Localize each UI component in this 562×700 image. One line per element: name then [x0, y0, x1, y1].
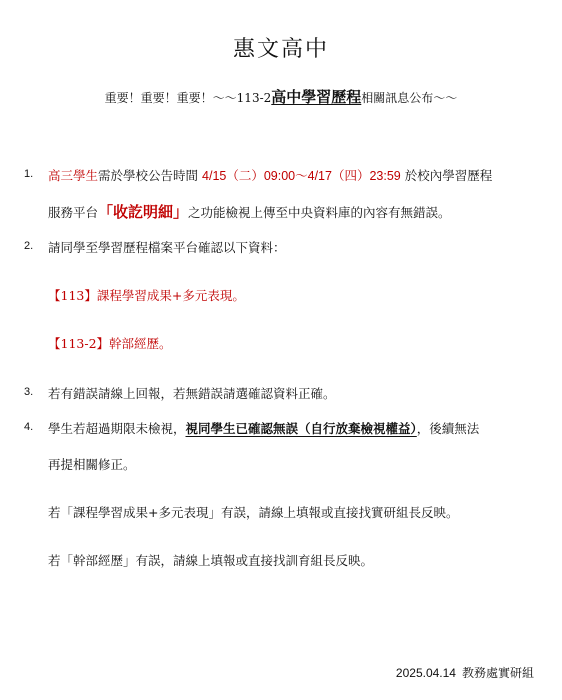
item-1-line-1 — [48, 166, 492, 184]
item-1-text-b: 於校內學習歷程 — [404, 168, 493, 183]
page-title: 惠文高中 — [232, 37, 329, 62]
note-cadre-experience: 若「幹部經歷」有誤，請線上填報或直接找訓育組長反映。 — [48, 553, 374, 568]
subtitle-prefix: 重要！重要！重要！～～113-2 — [104, 91, 272, 105]
footer-date: 2025.04.14 — [395, 666, 456, 680]
item-4-text-b: ，後續無法 — [416, 421, 480, 436]
item-2-line-1: 請同學至學習歷程檔案平台確認以下資料： — [48, 240, 286, 255]
item-4-number: 4. — [24, 421, 34, 433]
note-course-results: 若「課程學習成果+多元表現」有誤，請線上填報或直接找實研組長反映。 — [48, 505, 459, 520]
item-1-red-part: 高三學生 — [48, 168, 99, 183]
item-4-line-1 — [48, 419, 479, 437]
item-1-line-2 — [48, 201, 451, 222]
item-1-line2-text-b: 之功能檢視上傳至中央資料庫的內容有無錯誤。 — [188, 205, 451, 220]
announcement-subtitle — [0, 86, 562, 107]
item-3-number: 3. — [24, 386, 34, 398]
item-4-text-a: 學生若超過期限未檢視， — [48, 421, 186, 436]
item-1-text-a: 需於學校公告時間 — [98, 168, 199, 183]
footer-office: 教務處實研組 — [461, 666, 534, 680]
item-4-underlined-notice: 視同學生已確認無誤（自行放棄檢視權益） — [185, 421, 417, 436]
item-1-red-time: 4/15（二）09:00～4/17（四）23:59 — [202, 169, 401, 183]
item-2-number: 2. — [24, 240, 34, 252]
item-1-number: 1. — [24, 168, 34, 180]
item-1-line2-text-a: 服務平台 — [48, 205, 99, 220]
item-1-receipt-detail: 「收訖明細」 — [98, 203, 189, 221]
item-2-sub-2: 【113-2】幹部經歷。 — [48, 336, 172, 351]
item-3-line-1: 若有錯誤請線上回報，若無錯誤請選確認資料正確。 — [48, 386, 336, 401]
subtitle-emphasis: 高中學習歷程 — [271, 88, 362, 106]
footer-signature — [396, 664, 534, 681]
item-2-sub-1: 【113】課程學習成果+多元表現。 — [48, 288, 245, 303]
subtitle-suffix: 相關訊息公布～～ — [361, 91, 458, 105]
item-4-line-2: 再提相關修正。 — [48, 457, 136, 472]
